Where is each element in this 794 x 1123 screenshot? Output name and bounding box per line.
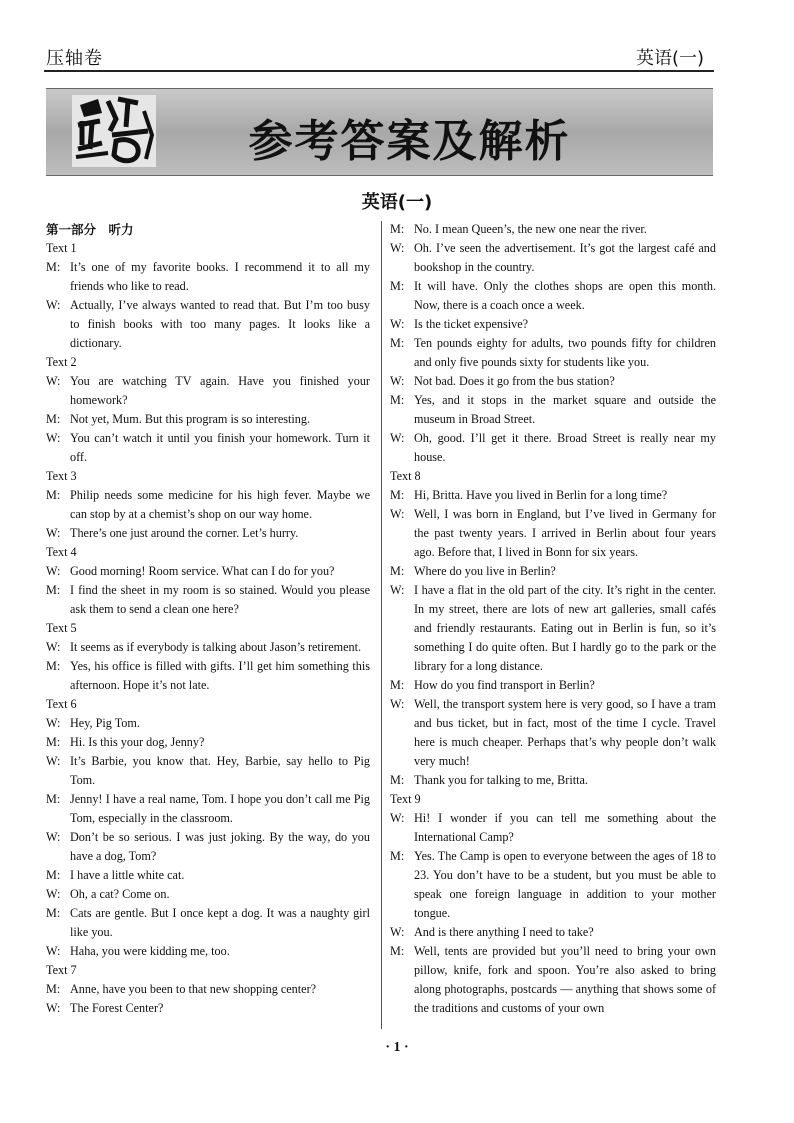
dialogue-text: It’s one of my favorite books. I recommend it to all my friends who like to read. <box>70 260 370 293</box>
dialogue-line <box>46 714 370 733</box>
speaker-label: M: <box>46 260 61 274</box>
speaker-label: M: <box>46 906 61 920</box>
speaker-label: M: <box>390 222 405 236</box>
header-right-title: 英语(一) <box>635 48 704 69</box>
dialogue-text: Philip needs some medicine for his high fever. Maybe we can stop by at a chemist’s shop on our way home. <box>70 488 370 521</box>
dialogue-line <box>46 828 370 866</box>
left-column <box>46 220 370 1018</box>
dialogue-text: Oh. I’ve seen the advertisement. It’s got the largest café and bookshop in the country. <box>414 241 716 274</box>
text-label: Text 6 <box>46 697 77 711</box>
speaker-label: W: <box>390 241 405 255</box>
dialogue-text: Oh, a cat? Come on. <box>70 887 170 901</box>
dialogue-text: Jenny! I have a real name, Tom. I hope you don’t call me Pig Tom, especially in the classroom. <box>70 792 370 825</box>
left-transcript <box>46 239 370 1018</box>
dialogue-line <box>390 277 716 315</box>
dialogue-line <box>390 923 716 942</box>
page-subtitle: 英语(一) <box>361 192 433 213</box>
header-rule <box>44 70 714 72</box>
speaker-label: W: <box>46 298 61 312</box>
dialogue-text: It’s Barbie, you know that. Hey, Barbie, say hello to Pig Tom. <box>70 754 370 787</box>
dialogue-line <box>390 562 716 581</box>
dialogue-text: Yes, and it stops in the market square and outside the museum in Broad Street. <box>414 393 716 426</box>
dialogue-line <box>46 790 370 828</box>
dialogue-text: Thank you for talking to me, Britta. <box>414 773 588 787</box>
dialogue-line <box>390 315 716 334</box>
speaker-label: M: <box>390 773 405 787</box>
speaker-label: W: <box>390 507 405 521</box>
right-column <box>390 220 716 1018</box>
dialogue-text: Well, tents are provided but you’ll need to bring your own pillow, knife, fork and spoon. You’re also asked to bring along photographs, postcards — anything that shows some of the traditions and customs of your own <box>414 944 716 1015</box>
speaker-label: M: <box>390 678 405 692</box>
speaker-label: M: <box>390 944 405 958</box>
dialogue-line <box>390 695 716 771</box>
dialogue-text: Hey, Pig Tom. <box>70 716 140 730</box>
dialogue-text: I have a little white cat. <box>70 868 185 882</box>
dialogue-text: There’s one just around the corner. Let’s hurry. <box>70 526 299 540</box>
speaker-label: W: <box>46 640 61 654</box>
banner <box>46 88 713 176</box>
dialogue-line <box>390 334 716 372</box>
speaker-label: M: <box>46 488 61 502</box>
dialogue-line <box>46 999 370 1018</box>
dialogue-line <box>390 429 716 467</box>
dialogue-text: Well, the transport system here is very good, so I have a tram and bus ticket, but in fact, most of the time I cycle. Travel here is much cheaper. Perhaps that’s why people don’t walk very much! <box>414 697 716 768</box>
speaker-label: M: <box>46 659 61 673</box>
text-label: Text 9 <box>390 792 421 806</box>
dialogue-text: Don’t be so serious. I was just joking. By the way, do you have a dog, Tom? <box>70 830 370 863</box>
dialogue-text: Hi, Britta. Have you lived in Berlin for a long time? <box>414 488 668 502</box>
text-label: Text 7 <box>46 963 77 977</box>
dialogue-line <box>390 486 716 505</box>
dialogue-line <box>390 942 716 1018</box>
dialogue-text: Yes, his office is filled with gifts. I’ll get him something this afternoon. Hope it’s not late. <box>70 659 370 692</box>
dialogue-text: Anne, have you been to that new shopping center? <box>70 982 317 996</box>
speaker-label: M: <box>46 583 61 597</box>
dialogue-line <box>46 752 370 790</box>
dialogue-text: And is there anything I need to take? <box>414 925 594 939</box>
section-heading: 第一部分 听力 <box>46 222 134 237</box>
dialogue-line <box>390 771 716 790</box>
speaker-label: W: <box>46 716 61 730</box>
speaker-label: M: <box>390 488 405 502</box>
text-label: Text 8 <box>390 469 421 483</box>
dialogue-text: Hi! I wonder if you can tell me something about the International Camp? <box>414 811 716 844</box>
dialogue-line <box>46 429 370 467</box>
dialogue-line <box>46 733 370 752</box>
banner-title: 参考答案及解析 <box>248 116 571 167</box>
right-transcript <box>390 220 716 1018</box>
dialogue-line <box>46 866 370 885</box>
dialogue-line <box>390 372 716 391</box>
text-label: Text 2 <box>46 355 77 369</box>
speaker-label: W: <box>390 583 405 597</box>
speaker-label: W: <box>390 811 405 825</box>
speaker-label: W: <box>390 925 405 939</box>
dialogue-text: Oh, good. I’ll get it there. Broad Street is really near my house. <box>414 431 716 464</box>
text-label: Text 3 <box>46 469 77 483</box>
dialogue-line <box>390 239 716 277</box>
dialogue-line <box>46 372 370 410</box>
dialogue-line <box>46 562 370 581</box>
column-divider <box>381 221 382 1029</box>
speaker-label: M: <box>46 868 61 882</box>
speaker-label: W: <box>46 1001 61 1015</box>
speaker-label: W: <box>46 887 61 901</box>
dialogue-line <box>390 505 716 562</box>
text-label: Text 5 <box>46 621 77 635</box>
speaker-label: M: <box>46 792 61 806</box>
speaker-label: M: <box>46 735 61 749</box>
dialogue-text: Not yet, Mum. But this program is so interesting. <box>70 412 311 426</box>
dialogue-text: You are watching TV again. Have you finished your homework? <box>70 374 370 407</box>
dialogue-text: Where do you live in Berlin? <box>414 564 556 578</box>
dialogue-text: The Forest Center? <box>70 1001 164 1015</box>
dialogue-text: Not bad. Does it go from the bus station? <box>414 374 615 388</box>
speaker-label: M: <box>390 564 405 578</box>
dialogue-line <box>390 809 716 847</box>
header-left-title: 压轴卷 <box>46 48 103 69</box>
dialogue-text: It seems as if everybody is talking about Jason’s retirement. <box>70 640 362 654</box>
speaker-label: W: <box>46 754 61 768</box>
dialogue-line <box>46 486 370 524</box>
speaker-label: M: <box>390 393 405 407</box>
dialogue-text: Hi. Is this your dog, Jenny? <box>70 735 205 749</box>
speaker-label: W: <box>46 431 61 445</box>
dialogue-text: No. I mean Queen’s, the new one near the river. <box>414 222 647 236</box>
dialogue-line <box>46 581 370 619</box>
dialogue-line <box>390 220 716 239</box>
dialogue-line <box>46 904 370 942</box>
dialogue-line <box>46 980 370 999</box>
dialogue-line <box>46 524 370 543</box>
speaker-label: W: <box>46 830 61 844</box>
dialogue-text: Ten pounds eighty for adults, two pounds fifty for children and only five pounds sixty for students like you. <box>414 336 716 369</box>
dialogue-line <box>390 676 716 695</box>
dialogue-text: Actually, I’ve always wanted to read that. But I’m too busy to finish books with too many pages. It looks like a dictionary. <box>70 298 370 350</box>
dialogue-line <box>390 581 716 676</box>
dialogue-text: Cats are gentle. But I once kept a dog. It was a naughty girl like you. <box>70 906 370 939</box>
dialogue-line <box>46 638 370 657</box>
speaker-label: W: <box>390 374 405 388</box>
dialogue-text: Good morning! Room service. What can I do for you? <box>70 564 335 578</box>
dialogue-line <box>46 657 370 695</box>
dialogue-text: Is the ticket expensive? <box>414 317 529 331</box>
page-number: · 1 · <box>385 1040 409 1055</box>
speaker-label: W: <box>46 374 61 388</box>
speaker-label: M: <box>46 982 61 996</box>
dialogue-text: You can’t watch it until you finish your homework. Turn it off. <box>70 431 370 464</box>
dialogue-text: I find the sheet in my room is so stained. Would you please ask them to send a clean one here? <box>70 583 370 616</box>
text-label: Text 1 <box>46 241 77 255</box>
dialogue-text: Haha, you were kidding me, too. <box>70 944 230 958</box>
speaker-label: W: <box>46 944 61 958</box>
dialogue-line <box>390 847 716 923</box>
speaker-label: M: <box>390 279 405 293</box>
speaker-label: W: <box>390 317 405 331</box>
speaker-label: M: <box>390 849 405 863</box>
speaker-label: W: <box>46 564 61 578</box>
speaker-label: M: <box>390 336 405 350</box>
speaker-label: M: <box>46 412 61 426</box>
dialogue-line <box>46 296 370 353</box>
speaker-label: W: <box>46 526 61 540</box>
dialogue-text: I have a flat in the old part of the city. It’s right in the center. In my street, there are lots of new art galleries, small cafés and friendly restaurants. Eating out in Berlin is fun, so it’s something I do quite often. But I hardly go to the park or the library for a long distance. <box>414 583 716 673</box>
text-label: Text 4 <box>46 545 77 559</box>
dialogue-text: How do you find transport in Berlin? <box>414 678 595 692</box>
dialogue-text: Well, I was born in England, but I’ve lived in Germany for the past twenty years. I arrived in Berlin about four years ago. Before that, I lived in Bonn for six years. <box>414 507 716 559</box>
dialogue-text: Yes. The Camp is open to everyone between the ages of 18 to 23. You don’t have to be a student, but you must be able to speak one foreign language in addition to your mother tongue. <box>414 849 716 920</box>
dialogue-line <box>46 258 370 296</box>
dialogue-line <box>46 942 370 961</box>
dialogue-line <box>46 410 370 429</box>
dialogue-line <box>390 391 716 429</box>
speaker-label: W: <box>390 697 405 711</box>
dialogue-text: It will have. Only the clothes shops are open this month. Now, there is a coach once a week. <box>414 279 716 312</box>
speaker-label: W: <box>390 431 405 445</box>
dialogue-line <box>46 885 370 904</box>
